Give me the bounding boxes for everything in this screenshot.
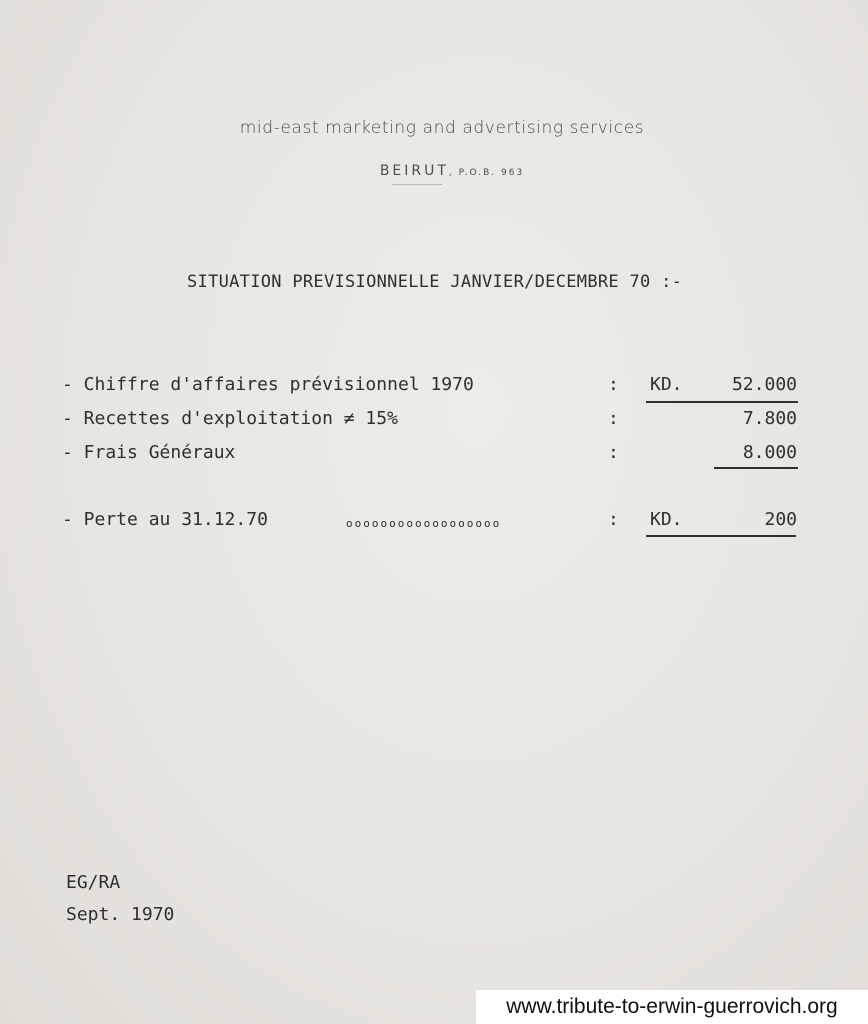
leader-dots: oooooooooooooooooo <box>346 517 502 530</box>
document-date: Sept. 1970 <box>66 904 175 925</box>
total-colon: : <box>608 509 619 530</box>
reference-initials: EG/RA <box>66 872 121 893</box>
letterhead-divider <box>392 184 442 185</box>
document-heading: SITUATION PREVISIONNELLE JANVIER/DECEMBRE 70 :- <box>187 272 683 292</box>
total-currency: KD. <box>650 509 683 530</box>
line-item-amount: 8.000 <box>742 442 797 463</box>
total-amount: 200 <box>764 509 797 530</box>
line-item-label: - Recettes d'exploitation ≠ 15% <box>62 408 398 429</box>
letterhead-pob: , P.O.B. 963 <box>448 168 525 178</box>
line-item-colon: : <box>608 374 619 395</box>
website-watermark: www.tribute-to-erwin-guerrovich.org <box>476 990 868 1024</box>
line-item-colon: : <box>608 408 619 429</box>
total-row <box>62 509 802 533</box>
line-item-amount: 52.000 <box>731 374 797 395</box>
letterhead-city: BEIRUT <box>379 163 449 179</box>
amount-underline <box>646 401 798 403</box>
letterhead-address <box>0 160 868 179</box>
line-item-label: - Frais Généraux <box>62 442 236 463</box>
total-underline <box>646 535 796 537</box>
line-item-row <box>62 374 802 398</box>
line-item-row <box>62 408 802 432</box>
line-item-amount: 7.800 <box>742 408 797 429</box>
line-item-row <box>62 442 802 466</box>
line-item-currency: KD. <box>650 374 683 395</box>
total-label: - Perte au 31.12.70 <box>62 509 268 530</box>
amount-underline <box>714 467 798 469</box>
letterhead-company-name: mid-east marketing and advertising services <box>239 118 645 138</box>
line-item-label: - Chiffre d'affaires prévisionnel 1970 <box>62 374 474 395</box>
line-item-colon: : <box>608 442 619 463</box>
